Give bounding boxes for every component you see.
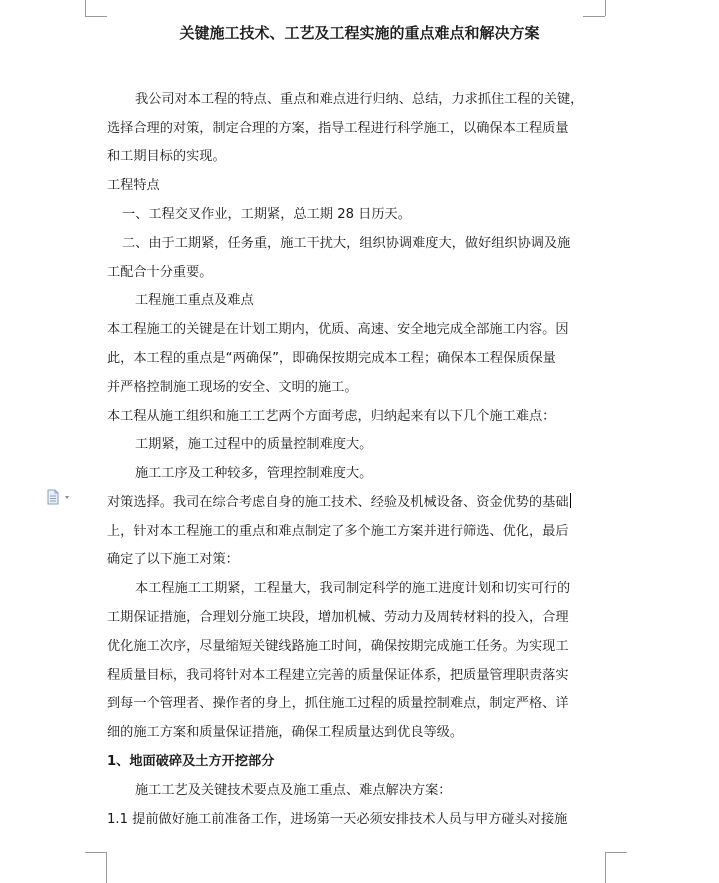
crop-mark-top-right [583, 16, 605, 17]
crop-mark-bottom-right [605, 852, 606, 883]
body-line[interactable]: 二、由于工期紧，任务重，施工干扰大，组织协调难度大，做好组织协调及施 [122, 236, 571, 251]
body-line[interactable]: 到每一个管理者、操作者的身上，抓住施工过程的质量控制难点，制定严格、详 [107, 696, 569, 711]
body-line[interactable]: 程质量目标，我司将针对本工程建立完善的质量保证体系，把质量管理职责落实 [107, 668, 569, 683]
document-title: 关键施工技术、工艺及工程实施的重点难点和解决方案 [179, 24, 540, 42]
crop-mark-top-right [605, 0, 606, 16]
text-cursor [570, 493, 571, 508]
body-line[interactable]: 施工工序及工种较多，管理控制难度大。 [135, 466, 373, 481]
crop-mark-bottom-left [85, 852, 106, 853]
crop-mark-bottom-left [106, 852, 107, 883]
body-line[interactable]: 确定了以下施工对策： [107, 552, 239, 567]
body-line[interactable]: 此，本工程的重点是“两确保”，即确保按期完成本工程；确保本工程保质保量 [107, 351, 556, 366]
body-line[interactable]: 一、工程交叉作业，工期紧，总工期 28 日历天。 [122, 207, 411, 222]
section-heading[interactable]: 工程施工重点及难点 [135, 293, 254, 308]
body-line[interactable]: 选择合理的对策，制定合理的方案，指导工程进行科学施工，以确保本工程质量 [107, 121, 569, 136]
body-line[interactable]: 施工工艺及关键技术要点及施工重点、难点解决方案： [135, 783, 452, 798]
body-line-with-cursor[interactable] [107, 493, 571, 513]
document-icon[interactable] [46, 489, 76, 505]
body-line[interactable]: 我公司对本工程的特点、重点和难点进行归纳、总结，力求抓住工程的关键， [135, 92, 584, 107]
section-heading[interactable]: 工程特点 [107, 178, 160, 193]
crop-mark-top-left [85, 16, 107, 17]
crop-mark-top-left [85, 0, 86, 16]
section-heading-bold[interactable]: 1、地面破碎及土方开挖部分 [107, 754, 275, 769]
body-line[interactable]: 本工程从施工组织和施工工艺两个方面考虑，归纳起来有以下几个施工难点： [107, 409, 556, 424]
body-line[interactable]: 优化施工次序，尽量缩短关键线路施工时间，确保按期完成施工任务。为实现工 [107, 639, 569, 654]
body-line[interactable]: 工期紧，施工过程中的质量控制难度大。 [135, 437, 373, 452]
body-line[interactable]: 工配合十分重要。 [107, 265, 213, 280]
body-line[interactable]: 本工程施工工期紧，工程量大，我司制定科学的施工进度计划和切实可行的 [135, 581, 571, 596]
crop-mark-bottom-right [605, 852, 627, 853]
body-line[interactable]: 并严格控制施工现场的安全、文明的施工。 [107, 380, 358, 395]
body-line[interactable]: 本工程施工的关键是在计划工期内，优质、高速、安全地完成全部施工内容。因 [107, 322, 569, 337]
body-line[interactable]: 上，针对本工程施工的重点和难点制定了多个施工方案并进行筛选、优化，最后 [107, 524, 569, 539]
body-line-text[interactable]: 对策选择。我司在综合考虑自身的施工技术、经验及机械设备、资金优势的基础 [107, 495, 569, 510]
body-line[interactable]: 工期保证措施，合理划分施工块段，增加机械、劳动力及周转材料的投入，合理 [107, 610, 569, 625]
body-line[interactable]: 1.1 提前做好施工前准备工作，进场第一天必须安排技术人员与甲方碰头对接施 [107, 812, 568, 827]
body-line[interactable]: 细的施工方案和质量保证措施，确保工程质量达到优良等级。 [107, 725, 464, 740]
body-line[interactable]: 和工期目标的实现。 [107, 149, 226, 164]
